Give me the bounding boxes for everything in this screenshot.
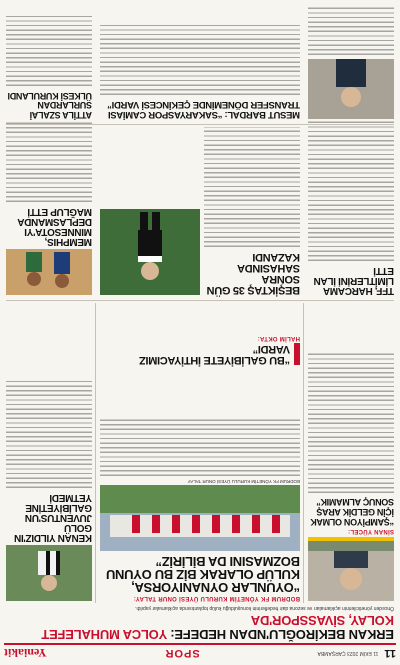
lead-intro: Önceden yöneticilerinin açıklamaları ve sezona dair hedeflerinin konuşulduğu kulüp toplantısında açıklamalar yapıldı. <box>134 605 394 611</box>
besiktas-photo <box>100 209 200 295</box>
basketball-photo-image <box>6 249 92 295</box>
tff-story <box>308 111 394 295</box>
left-story <box>308 353 394 601</box>
right-story-headline: KENAN YILDIZ'IN GOLÜ JUVENTUS'UN GALİBİYETİNE YETMEDİ <box>14 492 92 543</box>
lead-headline <box>6 613 394 641</box>
bardal-story-headline: MESUT BARDAL: “SAKARYASPOR CAMİASI TRANSFER DÖNEMİNDE ÇEKİNCESİ VARDI” <box>107 99 300 120</box>
bottom-divider <box>6 124 394 125</box>
football-match-photo-image <box>100 209 200 295</box>
bardal-story <box>100 25 300 119</box>
left-story-body <box>308 353 394 493</box>
center-story-photo <box>100 485 300 551</box>
middle-story-red-marker <box>294 343 300 365</box>
lead-headline-part2: YOLCA MUHALEFET KOLAY, SİVASSPOR'DA <box>41 613 394 642</box>
right-story-photo <box>6 545 92 601</box>
center-story-kicker: BODRUM FK YÖNETİM KURULU ÜYESİ ONUR TALAY: <box>133 595 300 601</box>
masthead <box>4 643 396 661</box>
besiktas-story-headline: BEŞİKTAŞ 35 GÜN SONRA SAHASINDA KAZANDI <box>206 251 300 296</box>
besiktas-story <box>204 127 300 295</box>
issue-date: 11 EKİM 2023 ÇARŞAMBA <box>317 650 379 656</box>
newspaper-logo: Yeniakit <box>4 646 47 661</box>
besiktas-story-body <box>204 127 300 247</box>
band-divider <box>6 300 394 301</box>
coach-photo-image <box>308 541 394 601</box>
attila-story-headline: ATTİLA SZALAİ SURLARDAN ÜLKESİ KURULANDI <box>7 91 92 120</box>
memphis-story-body <box>6 122 92 202</box>
attila-story <box>6 17 92 120</box>
left-story-kicker: SİNAN YÜCEL: <box>347 528 394 534</box>
section-label: SPOR <box>164 647 200 659</box>
masthead-left <box>318 647 396 659</box>
bottom-left-photo-block <box>308 7 394 119</box>
middle-story-headline: “BU GALİBİYETE İHTİYACIMIZ VARDI” <box>139 343 290 366</box>
tff-story-body <box>308 111 394 261</box>
memphis-photo <box>6 249 92 295</box>
center-story-body <box>100 416 300 476</box>
right-story-body <box>6 378 92 488</box>
center-story-headline-line1: “OYUNLAR OYNANIYORSA, <box>131 580 300 595</box>
left-story-headline: “ŞAMPİYON OLMAK İÇİN GELDİK ARAŞ SONUÇ ALMAMIK” <box>310 497 394 527</box>
left-story-yellow-rule <box>308 537 394 541</box>
tff-story-headline: TFF, HARCAMA LİMİTLERİNİ İLAN ETTİ <box>313 265 394 296</box>
center-story <box>100 416 300 601</box>
middle-story <box>100 335 300 365</box>
bottom-left-photo <box>308 59 394 119</box>
stadium-photo-image <box>100 485 300 551</box>
center-photo-caption: BODRUM FK YÖNETİM KURULU ÜYESİ ONUR TALAY <box>187 479 300 484</box>
memphis-story <box>6 122 92 295</box>
column-divider <box>303 303 304 603</box>
column-divider-right <box>95 303 96 603</box>
middle-story-subhead: HALİM OKTA: <box>257 335 300 341</box>
page-number: 11 <box>384 647 396 659</box>
portrait-photo-image <box>308 59 394 119</box>
player-photo-image <box>6 545 92 601</box>
lead-headline-block <box>6 605 394 641</box>
memphis-story-headline: MEMPHIS, MINNESOTA'YI DEPLASMANDA MAĞLUP ETTİ <box>17 206 92 247</box>
bardal-story-body <box>100 25 300 95</box>
left-story-photo <box>308 541 394 601</box>
bottom-left-body <box>308 7 394 55</box>
besiktas-photo-block <box>100 209 200 295</box>
center-story-headline-line2: KULÜP OLARAK BİZ BU OYUNU <box>106 567 300 582</box>
attila-story-body <box>6 17 92 87</box>
center-story-headline-line3: BOZMASINI DA BİLİRİZ” <box>155 554 300 569</box>
right-story <box>6 378 92 601</box>
lead-headline-part1: ERKAN BEKİROĞLU'NDAN HEDEFE: <box>167 627 394 642</box>
